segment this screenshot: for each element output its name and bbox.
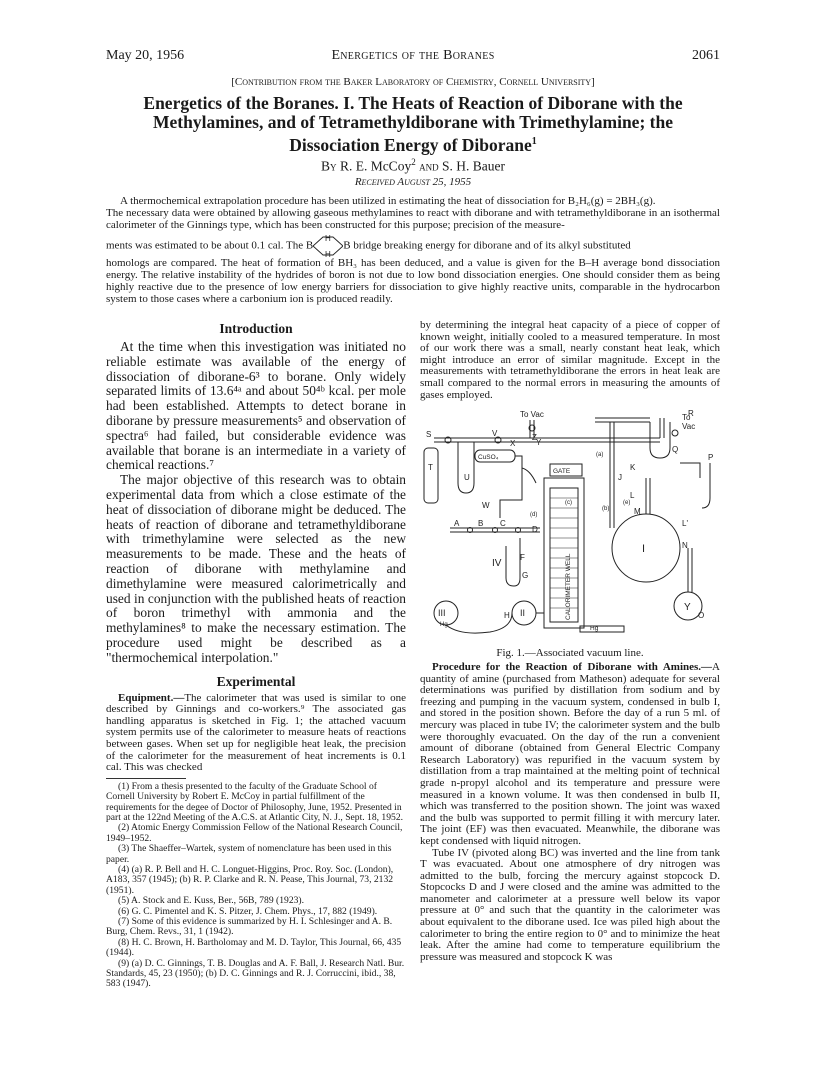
svg-text:To Vac: To Vac — [520, 410, 544, 419]
svg-text:W: W — [482, 501, 490, 510]
footnote: (4) (a) R. P. Bell and H. C. Longuet-Higgins, Proc. Roy. Soc. (London), A183, 357 (1945); (b) R. P. Clarke and R. N. Pease, This Journal, 73, 2132 (1951). — [106, 863, 394, 896]
footnote: (8) H. C. Brown, H. Bartholomay and M. D. Taylor, This Journal, 66, 435 (1944). — [106, 936, 402, 959]
received-date: Received August 25, 1955 — [354, 176, 472, 188]
introduction-body: At the time when this investigation was initiated no reliable estimate was available of the energy of dissociation of diborane-6³ to borane. Only widely separated limits of 13.6⁴ᵃ and about 50⁴ᵇ kcal. per mole had been established. Attempts to detect borane in diborane by pressure measurements⁵ and observation of spectra⁶ had failed, but considerable evidence was available that borane is an intermediate in a variety of chemical reactions.⁷ The major objective of this research was to obtain experimental data from which a close estimate of the heat of dissociation of diborane might be deduced. The heats of reaction of diborane and tetramethyldiborane with trimethylamine were selected as the new measurements to be made. These and the heats of reaction of diborane with methylamine and dimethylamine were measured calorimetrically and used in conjunction with the published heats of reaction of boron trimethyl with ammonia and the methylamines⁸ to make the necessary estimation. The procedure used might be described as a "thermochemical interpolation." — [106, 339, 406, 665]
header-page-number: 2061 — [692, 48, 720, 63]
svg-text:C: C — [500, 519, 506, 528]
procedure-section: Procedure for the Reaction of Diborane with Amines.—A quantity of amine (purchased from Matheson) adequate for several determinations was purified by distillation from sodium and by freezing and pumping in the vacuum system, condensed in bulb I, and stored in the position shown. Before the day of a run 5 ml. of mercury was placed in tube IV; the calorimeter system and the bulb were thoroughly evacuated. On the day of the run a convenient amount of diborane (obtained from General Electric Company Research Laboratory) was repurified in the vacuum system by distillation from a trap maintained at the melting point of technical grade n-propyl alcohol and its temperature and pressure were measured in a known volume. It was then condensed in bulb II, which was transferred to the position shown. The joint was waxed and the bulb was supported to permit filling it with mercury later. The joint (EF) was then evacuated. Meanwhile, the diborane was kept condensed with liquid nitrogen. Tube IV (pivoted along BC) was inverted and the line from tank T was evacuated. About one atmosphere of dry nitrogen was admitted to the bulb, forcing the mercury against stopcock D. Stopcocks D and J were closed and the amine was admitted to the manometer and calorimeter at a pressure well below its vapor pressure at 0° and such that the quantity in the calorimeter was about equivalent to the diborane used. Ice was piled high about the calorimeter to bring the entire region to 0° and to minimize the heat leak. After the amine had come to temperature equilibrium the pressure was measured and stopcock K was — [420, 661, 720, 963]
svg-text:GATE: GATE — [553, 468, 571, 475]
svg-text:I: I — [642, 543, 646, 555]
contribution-line: [Contribution from the Baker Laboratory of Chemistry, Cornell University] — [231, 76, 595, 88]
svg-text:O: O — [698, 611, 705, 620]
procedure-heading: Procedure for the Reaction of Diborane with Amines.— — [432, 661, 713, 673]
svg-text:To: To — [682, 413, 691, 422]
experimental-body: Equipment.—The calorimeter that was used is similar to one described by Ginnings and co-workers.⁹ The associated gas handling apparatus is sketched in Fig. 1; the attached vacuum system permits use of the calorimeter to measure heats of reactions between gases. When set up for negligible heat leak, the precision of the calorimeter for the measurement of heat increments is 0.1 cal. This was checked — [106, 691, 406, 774]
svg-text:M: M — [634, 507, 641, 516]
svg-text:IV: IV — [492, 558, 502, 569]
footnote-rule — [106, 778, 186, 779]
svg-text:U: U — [464, 473, 470, 482]
header-running-title: Energetics of the Boranes — [331, 48, 495, 63]
header-date: May 20, 1956 — [106, 48, 185, 63]
footnote: (2) Atomic Energy Commission Fellow of the National Research Council, 1949–1952. — [106, 822, 403, 844]
svg-text:V: V — [492, 429, 498, 438]
figure-1 — [420, 408, 720, 659]
bridge-diagram-icon — [313, 234, 343, 258]
svg-text:J: J — [618, 473, 622, 482]
svg-text:Z: Z — [532, 433, 537, 442]
abstract: A thermochemical extrapolation procedure has been utilized in estimating the heat of dissociation for B₂H₆(g) = 2BH₃(g). The necessary data were obtained by allowing gaseous methylamines to react with diborane and with tetramethyldiborane in an isothermal calorimeter of the Ginnings type, which has been constructed for this purpose; precision of the measure- ments was estimated to be about 0.1 cal. The B H H B bridge breaking energy for diborane and of its alkyl substituted homologs are compared. The heat of formation of BH₃ has been deduced, and a value is given for the B–H average bond dissociation energy. The relative instability of the hydrides of boron is not due to low bond dissociation energies. One should consider them as being highly reactive due to the presence of low energy barriers for dissociation to give highly reactive units, comparable in the hydrocarbon system to those cases where a carbonium ion is produced readily. — [106, 195, 720, 305]
author-2: S. H. Bauer — [441, 158, 505, 174]
author-1: R. E. McCoy — [339, 158, 412, 174]
svg-text:III: III — [438, 608, 446, 618]
figure-caption: Fig. 1.—Associated vacuum line. — [496, 647, 644, 659]
footnotes — [106, 782, 406, 990]
introduction-heading: Introduction — [219, 321, 293, 336]
svg-text:T: T — [428, 463, 433, 472]
footnote: (7) Some of this evidence is summarized by H. I. Schlesinger and A. B. Burg, Chem. Revs., 31, 1 (1942). — [106, 915, 393, 938]
svg-text:(c): (c) — [565, 500, 572, 506]
svg-text:(a): (a) — [596, 452, 604, 458]
right-column-top: by determining the integral heat capacity of a piece of copper of known weight, initially cooled to a measured temperature. In most of our work there was a small, nearly constant heat leak, which might introduce an error of similar magnitude. Except in the measurements with tetramethyldiborane the errors in heat leak are small compared to the normal errors in measuring the amounts of gases employed. — [420, 319, 720, 401]
svg-text:CALORIMETER WELL: CALORIMETER WELL — [565, 553, 572, 620]
author-line: By R. E. McCoy$^2$ and S. H. Bauer — [321, 157, 505, 174]
svg-text:G: G — [522, 571, 529, 580]
svg-text:N: N — [682, 541, 688, 550]
svg-text:D: D — [532, 525, 538, 534]
footnote: (6) G. C. Pimentel and K. S. Pitzer, J. Chem. Phys., 17, 882 (1949). — [118, 905, 378, 917]
svg-text:L': L' — [682, 519, 688, 528]
svg-text:X: X — [510, 439, 516, 448]
svg-text:Hg: Hg — [440, 622, 448, 628]
svg-text:(d): (d) — [530, 512, 538, 518]
experimental-heading: Experimental — [216, 673, 296, 689]
svg-text:H: H — [325, 250, 332, 259]
left-column — [106, 321, 406, 990]
svg-text:S: S — [426, 430, 432, 439]
svg-text:F: F — [520, 553, 525, 562]
svg-text:H: H — [325, 234, 332, 244]
footnote: (1) From a thesis presented to the faculty of the Graduate School of Cornell University by Robert E. McCoy in partial fulfillment of the requirements for the degee of Doctor of Philosophy, June, 1952. Presented in part at the 122nd Meeting of the A.C.S. at Atlantic City, N. J., Sept. 18, 1952. — [106, 780, 404, 823]
footnote: (5) A. Stock and E. Kuss, Ber., 56B, 789 (1923). — [118, 895, 304, 907]
footnote: (3) The Shaeffer–Wartek, system of nomenclature has been used in this paper. — [106, 843, 392, 865]
svg-text:L: L — [630, 491, 635, 500]
svg-text:B: B — [478, 519, 484, 528]
footnote: (9) (a) D. C. Ginnings, T. B. Douglas and A. F. Ball, J. Research Natl. Bur. Standards, 45, 23 (1950); (b) D. C. Ginnings and R. J. Corruccini, ibid., 38, 583 (1947). — [106, 957, 405, 990]
vacuum-line-diagram — [420, 408, 720, 638]
svg-text:Y: Y — [536, 438, 542, 447]
svg-text:(e): (e) — [623, 500, 631, 506]
svg-text:H: H — [504, 611, 510, 620]
svg-text:CuSO₄: CuSO₄ — [478, 454, 499, 461]
svg-text:II: II — [520, 608, 526, 618]
article-title: Energetics of the Boranes. I. The Heats of Reaction of Diborane with the Methylamines, and of Tetramethyldiborane with Trimethylamine; the Dissociation Energy of Diborane$^1$ — [143, 93, 683, 155]
svg-text:A: A — [454, 519, 460, 528]
svg-text:Q: Q — [672, 445, 679, 454]
svg-text:Y: Y — [684, 602, 691, 613]
svg-text:K: K — [630, 463, 636, 472]
svg-text:Hg: Hg — [590, 625, 599, 632]
svg-text:R: R — [688, 409, 694, 418]
svg-text:P: P — [708, 453, 714, 462]
svg-text:(b): (b) — [602, 506, 610, 512]
svg-text:Vac: Vac — [682, 422, 696, 431]
running-header — [106, 48, 720, 66]
